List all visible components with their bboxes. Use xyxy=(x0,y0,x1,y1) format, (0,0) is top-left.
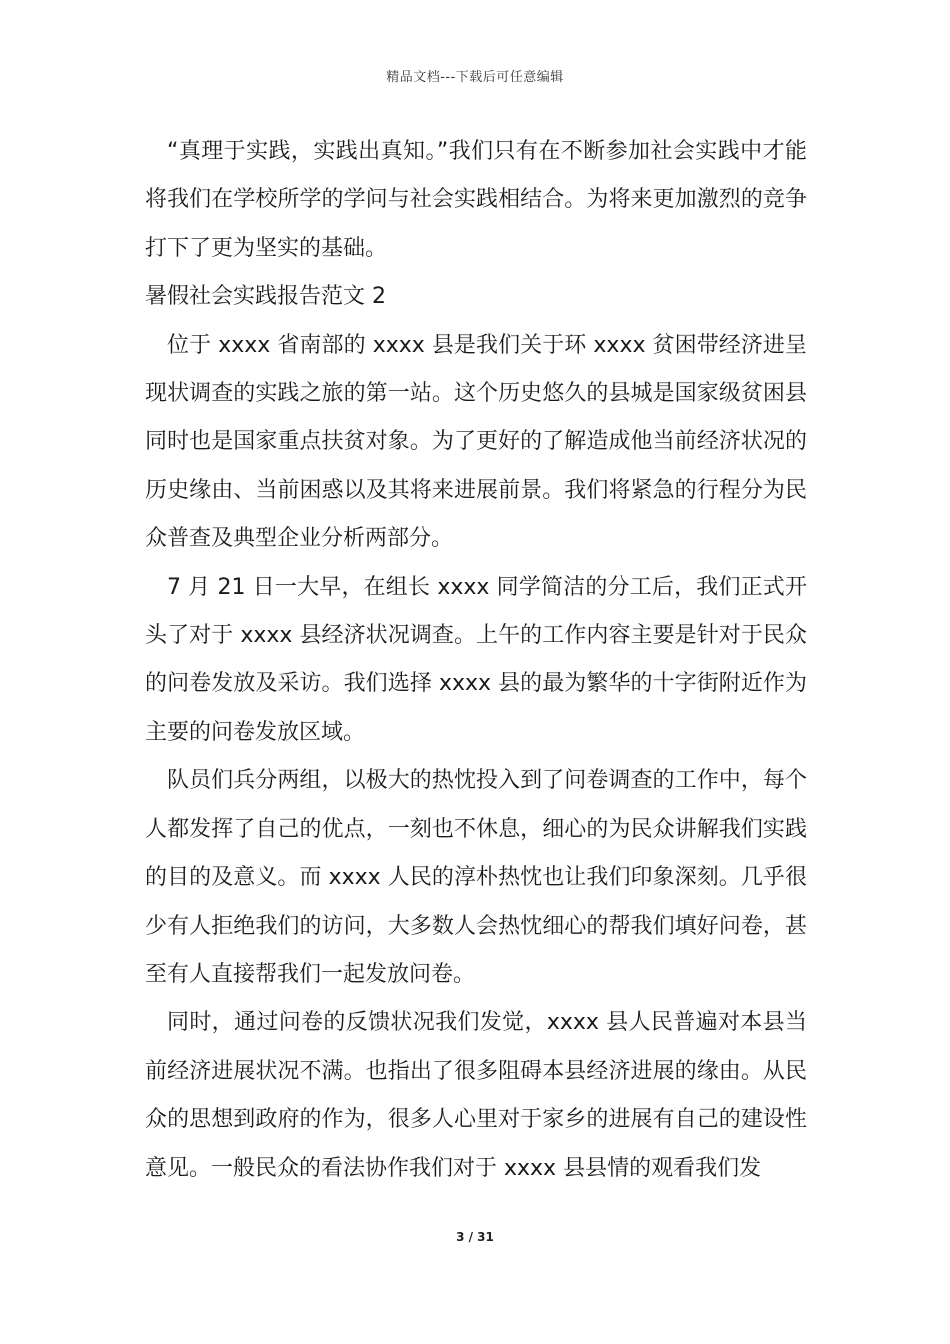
document-body xyxy=(145,128,807,1193)
page-header: 精品文档---下载后可任意编辑 xyxy=(386,70,564,85)
paragraph-1: “真理于实践，实践出真知。”我们只有在不断参加社会实践中才能将我们在学校所学的学问与社会实践相结合。为将来更加激烈的竞争打下了更为坚实的基础。 xyxy=(145,139,807,261)
paragraph-3: 7 月 21 日一大早，在组长 xxxx 同学简洁的分工后，我们正式开头了对于 xxxx 县经济状况调查。上午的工作内容主要是针对于民众的问卷发放及采访。我们选择 xxxx 县的最为繁华的十字街附近作为主要的问卷发放区域。 xyxy=(145,574,807,745)
paragraph-5: 同时，通过问卷的反馈状况我们发觉，xxxx 县人民普遍对本县当前经济进展状况不满。也指出了很多阻碍本县经济进展的缘由。从民众的思想到政府的作为，很多人心里对于家乡的进展有自己的建设性意见。一般民众的看法协作我们对于 xxxx 县县情的观看我们发 xyxy=(145,1010,807,1181)
paragraph-4: 队员们兵分两组，以极大的热忱投入到了问卷调查的工作中，每个人都发挥了自己的优点，一刻也不休息，细心的为民众讲解我们实践的目的及意义。而 xxxx 人民的淳朴热忱也让我们印象深刻。几乎很少有人拒绝我们的访问，大多数人会热忱细心的帮我们填好问卷，甚至有人直接帮我们一起发放问卷。 xyxy=(145,768,807,987)
page-number: 3 / 31 xyxy=(456,1230,494,1244)
section-heading: 暑假社会实践报告范文 2 xyxy=(145,284,386,310)
paragraph-2: 位于 xxxx 省南部的 xxxx 县是我们关于环 xxxx 贫困带经济进呈现状调查的实践之旅的第一站。这个历史悠久的县城是国家级贫困县同时也是国家重点扶贫对象。为了更好的了解造成他当前经济状况的历史缘由、当前困惑以及其将来进展前景。我们将紧急的行程分为民众普查及典型企业分析两部分。 xyxy=(145,332,807,552)
